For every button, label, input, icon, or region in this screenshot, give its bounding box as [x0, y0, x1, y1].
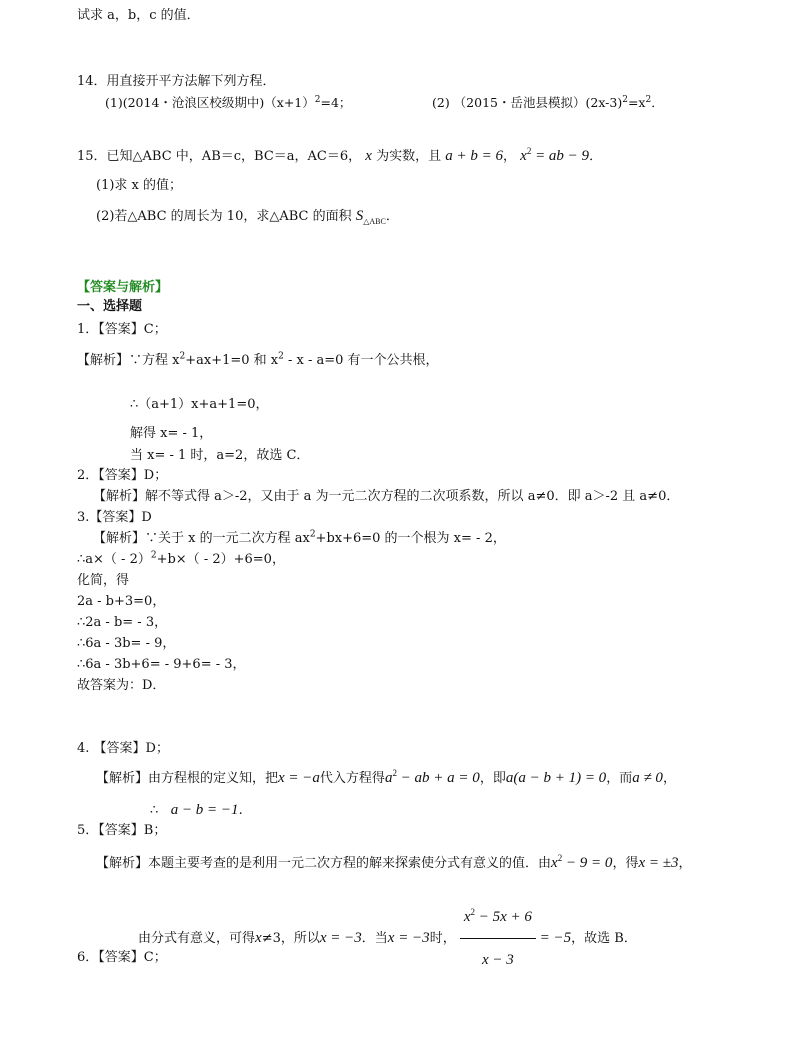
solution-step: ∴6a - 3b+6= - 9+6= - 3， — [77, 657, 246, 672]
section-heading: 一、选择题 — [77, 299, 143, 314]
question-15-sub-2: (2)若△ABC 的周长为 10，求△ABC 的面积 $S_{\triangle ABC}$． — [96, 208, 399, 226]
solution-step: ∴a×（ - 2）$^2$+b×（ - 2）+6=0， — [77, 550, 285, 567]
answer-5-analysis: 【解析】本题主要考查的是利用一元二次方程的解来探索使分式有意义的值．由$x^2 - 9 = 0$，得x = ±3， — [96, 853, 692, 871]
answer-5: 5．【答案】B； — [77, 823, 167, 838]
question-14: 14．用直接开平方法解下列方程． — [77, 74, 276, 89]
answer-2-analysis: 【解析】解不等式得 a＞-2，又由于 a 为一元二次方程的二次项系数，所以 a≠0．即 a＞-2 且 a≠0． — [93, 489, 680, 504]
text-line: 试求 a，b，c 的值． — [77, 8, 200, 23]
answer-5-fraction-line: 由分式有意义，可得x≠3，所以x = −3．当x = −3时， $\frac{x^2 - 5x + 6}{x - 3}$ = −5，故选 B． — [138, 897, 637, 980]
solution-step: ∴6a - 3b= - 9， — [77, 636, 176, 651]
solution-step: 2a - b+3=0， — [77, 594, 166, 609]
answer-4-analysis: 【解析】由方程根的定义知，把x = −a代入方程得$a^2$ − ab + a = 0，即a(a − b + 1) = 0，而a ≠ 0， — [96, 768, 676, 786]
solution-step: ∴ a − b = −1. — [150, 802, 243, 818]
solution-step: 故答案为：D． — [77, 678, 166, 693]
solution-step: 化简，得 — [77, 573, 130, 588]
fraction: $\frac{x^2 - 5x + 6}{x - 3}$ — [460, 897, 536, 980]
solution-step: ∴2a - b= - 3， — [77, 615, 168, 630]
answer-3-analysis: 【解析】∵关于 x 的一元二次方程 $ax^2+bx+6=0$ 的一个根为 x= - 2， — [93, 529, 506, 546]
question-15: 15．已知△ABC 中，AB＝c，BC＝a，AC＝6， x 为实数，且 a + b = 6， $x^2$ = ab − 9． — [77, 146, 603, 164]
question-14-part-1: (1)(2014・沧浪区校级期中)$(x+1)^2=4$； — [105, 94, 352, 110]
answer-2: 2．【答案】D； — [77, 468, 168, 483]
answer-1: 1．【答案】C； — [77, 322, 167, 337]
answer-4: 4. 【答案】D； — [77, 741, 169, 756]
question-14-part-2: (2) （2015・岳池县模拟）$(2x-3)^2=x^2$． — [432, 94, 664, 110]
answer-1-analysis: 【解析】∵方程 $x^2+ax+1=0$ 和 $x^2 - x - a=0$ 有一个公共根， — [77, 351, 439, 368]
answer-6: 6．【答案】C； — [77, 950, 167, 965]
solution-step: 当 x= - 1 时，a=2，故选 C． — [130, 448, 310, 463]
solution-step: 解得 x= - 1， — [130, 426, 213, 441]
answers-heading: 【答案与解析】 — [77, 280, 169, 295]
answer-3: 3.【答案】D — [77, 510, 152, 525]
solution-step: ∴（a+1）x+a+1=0， — [130, 397, 269, 412]
question-15-sub-1: (1)求 x 的值； — [96, 178, 183, 193]
